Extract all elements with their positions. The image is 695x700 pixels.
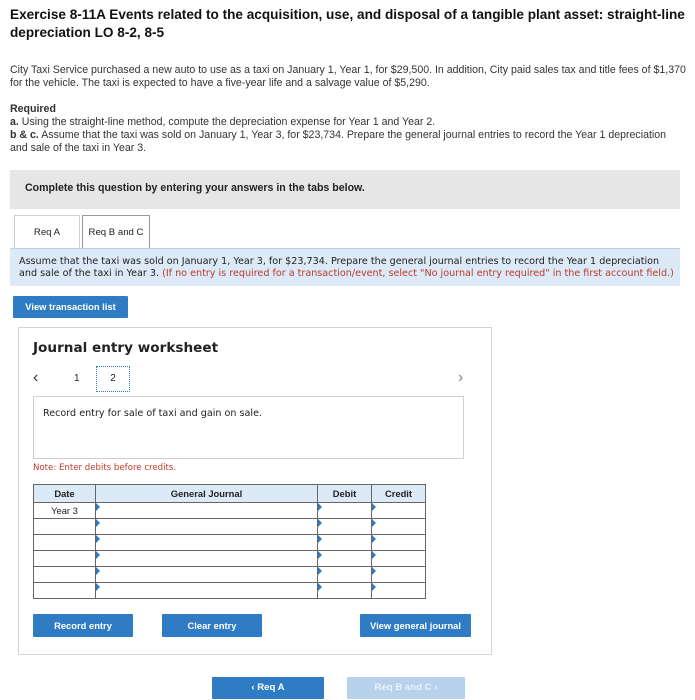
entry-description-box xyxy=(33,396,464,459)
question-panel xyxy=(10,248,680,286)
credit-field[interactable] xyxy=(372,551,426,567)
date-cell xyxy=(34,551,96,567)
required-bc-text: Assume that the taxi was sold on January 1, Year 3, for $23,734. Prepare the general journal entries to record the Year 1 depreciation and sale of the taxi in Year 3. xyxy=(10,129,667,154)
credit-field[interactable] xyxy=(372,583,426,599)
column-general-journal: General Journal xyxy=(96,485,318,503)
table-row xyxy=(34,519,426,535)
debit-field[interactable] xyxy=(318,583,372,599)
account-field[interactable] xyxy=(96,519,318,535)
column-credit: Credit xyxy=(372,485,426,503)
table-row xyxy=(34,567,426,583)
instruction-box xyxy=(10,170,680,209)
required-a-label: a. xyxy=(10,116,19,128)
required-heading: Required xyxy=(10,103,56,115)
debit-field[interactable] xyxy=(318,535,372,551)
record-entry-button[interactable]: Record entry xyxy=(33,614,133,637)
tab-req-a[interactable]: Req A xyxy=(14,215,80,248)
credit-field[interactable] xyxy=(372,503,426,519)
instruction-text: Complete this question by entering your answers in the tabs below. xyxy=(25,182,365,194)
worksheet-title: Journal entry worksheet xyxy=(33,340,219,356)
chevron-left-icon[interactable]: ‹ xyxy=(33,369,39,386)
credit-field[interactable] xyxy=(372,535,426,551)
entry-description: Record entry for sale of taxi and gain on sale. xyxy=(43,408,263,419)
account-field[interactable] xyxy=(96,551,318,567)
problem-intro: City Taxi Service purchased a new auto to use as a taxi on January 1, Year 1, for $29,500. In addition, City paid sales tax and title fees of $1,370 for the vehicle. The taxi is expected to have a five-year life and a salvage value of $5,290. xyxy=(10,64,686,89)
date-cell xyxy=(34,535,96,551)
credit-field[interactable] xyxy=(372,519,426,535)
table-row xyxy=(34,583,426,599)
exercise-title: Exercise 8-11A Events related to the acquisition, use, and disposal of a tangible plant asset: straight-line depreciation LO 8-2, 8-5 xyxy=(10,7,685,40)
view-transaction-list-button[interactable]: View transaction list xyxy=(13,296,128,318)
prev-req-a-button[interactable]: ‹ Req A xyxy=(212,677,324,699)
required-a xyxy=(10,116,686,129)
credit-field[interactable] xyxy=(372,567,426,583)
next-req-b-and-c-button[interactable]: Req B and C › xyxy=(347,677,465,699)
chevron-right-icon[interactable]: › xyxy=(458,369,464,386)
required-bc-label: b & c. xyxy=(10,129,39,141)
required-section xyxy=(10,103,686,155)
column-debit: Debit xyxy=(318,485,372,503)
date-cell xyxy=(34,519,96,535)
page-1-button[interactable]: 1 xyxy=(74,373,80,384)
view-general-journal-button[interactable]: View general journal xyxy=(360,614,471,637)
date-cell xyxy=(34,583,96,599)
table-row xyxy=(34,503,426,519)
debits-note: Note: Enter debits before credits. xyxy=(33,463,177,473)
debit-field[interactable] xyxy=(318,551,372,567)
page-2-button[interactable]: 2 xyxy=(96,366,130,392)
account-field[interactable] xyxy=(96,567,318,583)
date-cell xyxy=(34,567,96,583)
date-cell: Year 3 xyxy=(34,503,96,519)
account-field[interactable] xyxy=(96,503,318,519)
journal-header-row xyxy=(34,485,426,503)
tab-req-b-and-c[interactable]: Req B and C xyxy=(82,215,150,248)
clear-entry-button[interactable]: Clear entry xyxy=(162,614,262,637)
journal-table xyxy=(33,484,426,599)
account-field[interactable] xyxy=(96,583,318,599)
required-a-text: Using the straight-line method, compute the depreciation expense for Year 1 and Year 2. xyxy=(21,116,436,128)
question-hint: (If no entry is required for a transaction/event, select "No journal entry required" in the first account field.) xyxy=(162,268,674,279)
question-text xyxy=(19,256,674,280)
table-row xyxy=(34,551,426,567)
question-body: Assume that the taxi was sold on January 1, Year 3, for $23,734. Prepare the general journal entries to record the Year 1 depreciation and sale of the taxi in Year 3. xyxy=(19,256,660,279)
debit-field[interactable] xyxy=(318,519,372,535)
table-row xyxy=(34,535,426,551)
debit-field[interactable] xyxy=(318,567,372,583)
column-date: Date xyxy=(34,485,96,503)
required-bc xyxy=(10,129,686,155)
account-field[interactable] xyxy=(96,535,318,551)
debit-field[interactable] xyxy=(318,503,372,519)
